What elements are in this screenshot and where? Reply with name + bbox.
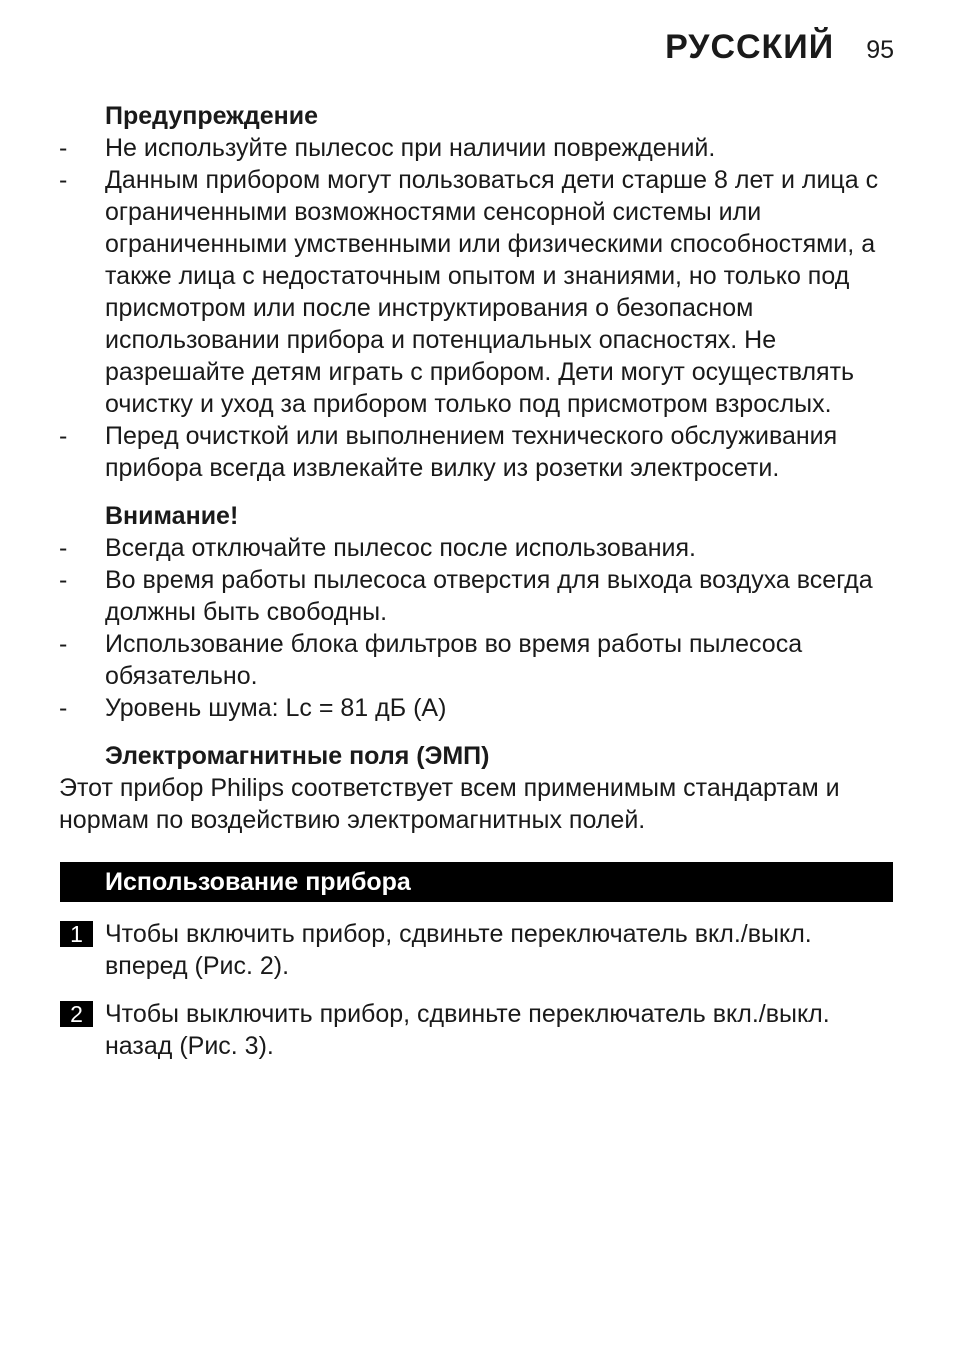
page-number: 95 [866, 36, 894, 64]
language-label: РУССКИЙ [665, 28, 835, 66]
caution-heading: Внимание! [105, 502, 239, 530]
step-2 [0, 998, 954, 1062]
emf-heading: Электромагнитные поля (ЭМП) [105, 742, 490, 770]
list-item: - Уровень шума: Lc = 81 дБ (A) [0, 692, 954, 724]
list-item [0, 164, 954, 420]
page-header [665, 28, 894, 67]
list-item: - Перед очисткой или выполнением технического обслуживания прибора всегда извлекайте вилку из розетки электросети. [0, 420, 954, 484]
page-content [0, 100, 954, 1062]
list-item: - Во время работы пылесоса отверстия для выхода воздуха всегда должны быть свободны. [0, 564, 954, 628]
step-number-badge: 2 [60, 1001, 93, 1027]
emf-paragraph: Этот прибор Philips соответствует всем применимым стандартам и нормам по воздействию электромагнитных полей. [59, 774, 840, 834]
step-text: Чтобы выключить прибор, сдвиньте переключатель вкл./выкл. назад (Рис. 3). [105, 1000, 830, 1060]
list-item: - Использование блока фильтров во время работы пылесоса обязательно. [0, 628, 954, 692]
warning-heading: Предупреждение [105, 102, 319, 130]
usage-section-bar [60, 862, 893, 902]
step-number-badge: 1 [60, 921, 93, 947]
caution-list [0, 532, 954, 724]
list-item-text: Данным прибором могут пользоваться дети старше 8 лет и лица с ограниченными возможностями сенсорной системы или ограниченными умственными или физическими способностями, а также лица с недостаточным опытом и знаниями, но только под присмотром или после инструктирования о безопасном использовании прибора и потенциальных опасностях. Не разрешайте детям играть с прибором. Дети могут осуществлять очистку и уход за прибором только под присмотром взрослых. [105, 166, 879, 418]
list-item: - Не используйте пылесос при наличии повреждений. [0, 132, 954, 164]
step-1 [0, 918, 954, 982]
list-item: - Всегда отключайте пылесос после использования. [0, 532, 954, 564]
warning-list [0, 132, 954, 484]
step-text: Чтобы включить прибор, сдвиньте переключатель вкл./выкл. вперед (Рис. 2). [105, 920, 812, 980]
usage-heading: Использование прибора [105, 868, 411, 896]
